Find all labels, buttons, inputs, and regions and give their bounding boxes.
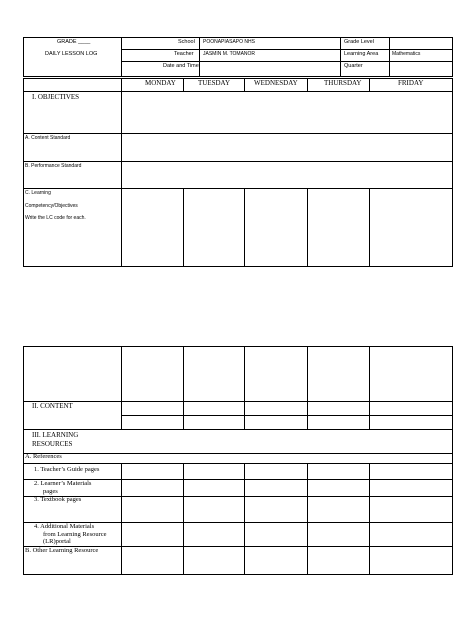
other-resource-label: B. Other Learning Resource bbox=[25, 547, 99, 554]
references-label: A. References bbox=[25, 453, 62, 460]
grade-label: GRADE ____ bbox=[57, 39, 91, 45]
learners-materials-label-line1: 2. Learner’s Materials bbox=[34, 480, 92, 487]
teacher-label: Teacher bbox=[174, 51, 194, 57]
textbook-label: 3. Textbook pages bbox=[34, 496, 82, 503]
document-title: DAILY LESSON LOG bbox=[45, 51, 98, 57]
learning-resources-heading-line1: III. LEARNING bbox=[32, 431, 79, 439]
school-value: POONAPIASAPO NHS bbox=[203, 39, 255, 45]
teachers-guide-label: 1. Teacher’s Guide pages bbox=[34, 466, 100, 473]
content-heading: II. CONTENT bbox=[32, 402, 73, 410]
learning-resources-heading-line2: RESOURCES bbox=[32, 440, 73, 448]
day-header-thursday: THURSDAY bbox=[324, 79, 362, 87]
performance-standard-label: B. Performance Standard bbox=[25, 163, 82, 169]
competency-label-line1: C. Learning bbox=[25, 190, 51, 196]
teacher-value: JASMIN M. TOMANOR bbox=[203, 51, 256, 57]
day-header-wednesday: WEDNESDAY bbox=[254, 79, 298, 87]
learners-materials-label-line2: pages bbox=[43, 488, 58, 495]
school-label: School bbox=[178, 39, 195, 45]
date-label: Date and Time bbox=[163, 63, 199, 69]
competency-label-line3: Write the LC code for each. bbox=[25, 215, 86, 221]
day-header-friday: FRIDAY bbox=[398, 79, 424, 87]
objectives-heading: I. OBJECTIVES bbox=[32, 93, 80, 101]
content-standard-label: A. Content Standard bbox=[25, 135, 71, 141]
additional-materials-label-line3: (LR)portal bbox=[43, 538, 71, 545]
grade-level-label: Grade Level bbox=[344, 39, 374, 45]
competency-label-line2: Competency/Objectives bbox=[25, 203, 78, 209]
quarter-label: Quarter bbox=[344, 63, 363, 69]
day-header-monday: MONDAY bbox=[145, 79, 176, 87]
learning-area-value: Mathematics bbox=[392, 51, 421, 57]
learning-area-label: Learning Area bbox=[344, 51, 379, 57]
additional-materials-label-line2: from Learning Resource bbox=[43, 531, 107, 538]
additional-materials-label-line1: 4. Additional Materials bbox=[34, 523, 95, 530]
day-header-tuesday: TUESDAY bbox=[198, 79, 231, 87]
